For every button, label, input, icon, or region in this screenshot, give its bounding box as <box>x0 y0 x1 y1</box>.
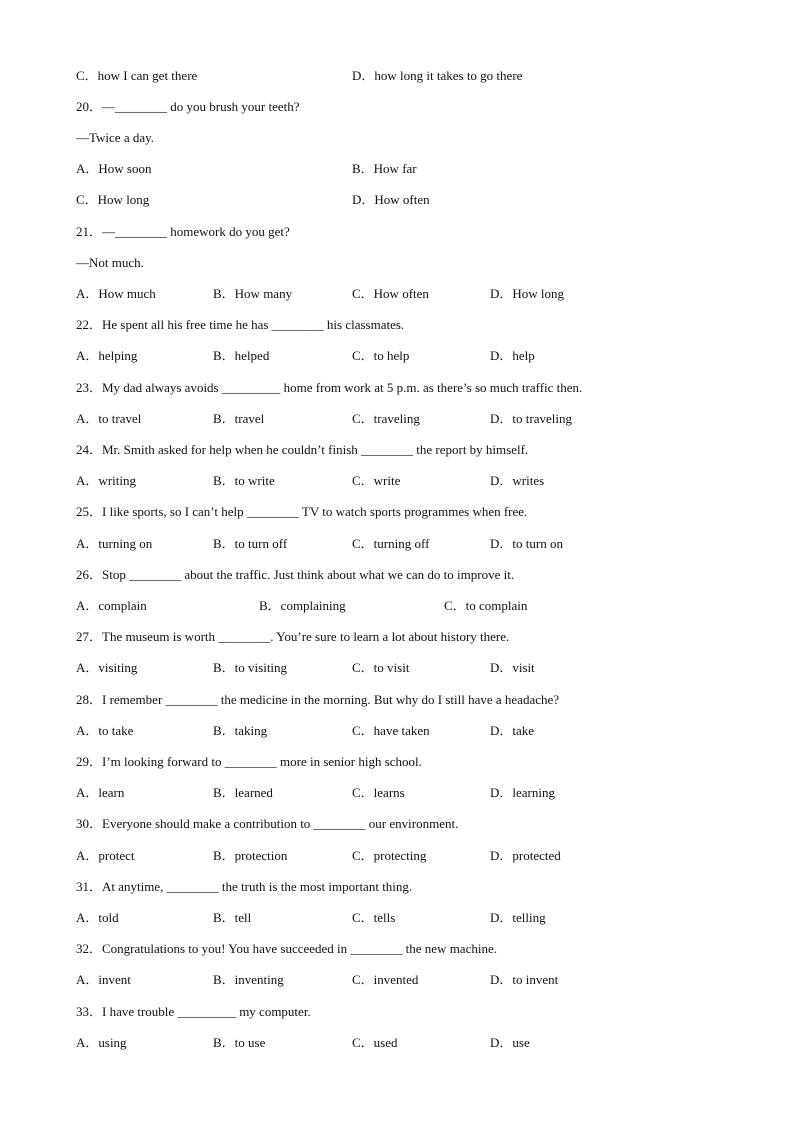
option-c: C．how I can get there <box>76 68 198 83</box>
question-reply: —Not much. <box>76 255 144 270</box>
option-d: D．how long it takes to go there <box>352 68 523 83</box>
option-a: A．protect <box>76 848 135 863</box>
option-d: D．to turn on <box>490 536 563 551</box>
option-d: D．to invent <box>490 972 559 987</box>
option-c: C．traveling <box>352 411 420 426</box>
option-d: D．learning <box>490 785 555 800</box>
option-d: D．telling <box>490 910 546 925</box>
question-stem: 27．The museum is worth ________. You’re sure to learn a lot about history there. <box>76 629 510 644</box>
option-d: D．writes <box>490 473 545 488</box>
option-d: D．How long <box>490 286 565 301</box>
option-c: C．How often <box>352 286 429 301</box>
question-stem: 30．Everyone should make a contribution to ________ our environment. <box>76 816 459 831</box>
option-c: C．tells <box>352 910 396 925</box>
option-c: C．How long <box>76 192 150 207</box>
question-stem: 28．I remember ________ the medicine in the morning. But why do I still have a headache? <box>76 692 560 707</box>
option-d: D．to traveling <box>490 411 572 426</box>
option-c: C．invented <box>352 972 419 987</box>
option-d: D．help <box>490 348 535 363</box>
option-d: D．visit <box>490 660 535 675</box>
question-stem: 22．He spent all his free time he has ________ his classmates. <box>76 317 405 332</box>
option-c: C．used <box>352 1035 398 1050</box>
option-b: B．to visiting <box>213 660 288 675</box>
option-a: A．How much <box>76 286 156 301</box>
option-b: B．travel <box>213 411 265 426</box>
option-b: B．to write <box>213 473 275 488</box>
option-a: A．visiting <box>76 660 138 675</box>
question-reply: —Twice a day. <box>76 130 155 145</box>
option-a: A．to travel <box>76 411 142 426</box>
option-c: C．have taken <box>352 723 430 738</box>
option-a: A．How soon <box>76 161 152 176</box>
option-d: D．use <box>490 1035 530 1050</box>
question-stem: 33．I have trouble _________ my computer. <box>76 1004 311 1019</box>
option-d: D．How often <box>352 192 430 207</box>
option-c: C．to help <box>352 348 410 363</box>
option-c: C．to complain <box>444 598 528 613</box>
option-c: C．write <box>352 473 401 488</box>
option-a: A．to take <box>76 723 134 738</box>
option-b: B．complaining <box>259 598 346 613</box>
question-stem: 29．I’m looking forward to ________ more in senior high school. <box>76 754 422 769</box>
option-b: B．to turn off <box>213 536 288 551</box>
option-b: B．helped <box>213 348 270 363</box>
option-a: A．turning on <box>76 536 153 551</box>
option-b: B．tell <box>213 910 252 925</box>
question-stem: 20．—________ do you brush your teeth? <box>76 99 300 114</box>
option-a: A．learn <box>76 785 125 800</box>
option-b: B．How far <box>352 161 417 176</box>
option-b: B．inventing <box>213 972 284 987</box>
option-a: A．complain <box>76 598 147 613</box>
option-b: B．taking <box>213 723 268 738</box>
option-a: A．helping <box>76 348 138 363</box>
question-stem: 32．Congratulations to you! You have succeeded in ________ the new machine. <box>76 941 497 956</box>
option-b: B．to use <box>213 1035 266 1050</box>
option-b: B．protection <box>213 848 288 863</box>
option-c: C．to visit <box>352 660 410 675</box>
option-b: B．How many <box>213 286 293 301</box>
question-stem: 25．I like sports, so I can’t help ________ TV to watch sports programmes when free. <box>76 504 528 519</box>
option-b: B．learned <box>213 785 273 800</box>
option-d: D．take <box>490 723 535 738</box>
option-a: A．writing <box>76 473 136 488</box>
question-stem: 31．At anytime, ________ the truth is the most important thing. <box>76 879 413 894</box>
option-a: A．told <box>76 910 119 925</box>
option-a: A．invent <box>76 972 131 987</box>
question-stem: 21．—________ homework do you get? <box>76 224 290 239</box>
question-stem: 26．Stop ________ about the traffic. Just think about what we can do to improve it. <box>76 567 515 582</box>
option-c: C．turning off <box>352 536 430 551</box>
question-stem: 24．Mr. Smith asked for help when he couldn’t finish ________ the report by himself. <box>76 442 529 457</box>
option-d: D．protected <box>490 848 561 863</box>
question-stem: 23．My dad always avoids _________ home from work at 5 p.m. as there’s so much traffic then. <box>76 380 583 395</box>
option-c: C．learns <box>352 785 405 800</box>
option-a: A．using <box>76 1035 127 1050</box>
option-c: C．protecting <box>352 848 427 863</box>
